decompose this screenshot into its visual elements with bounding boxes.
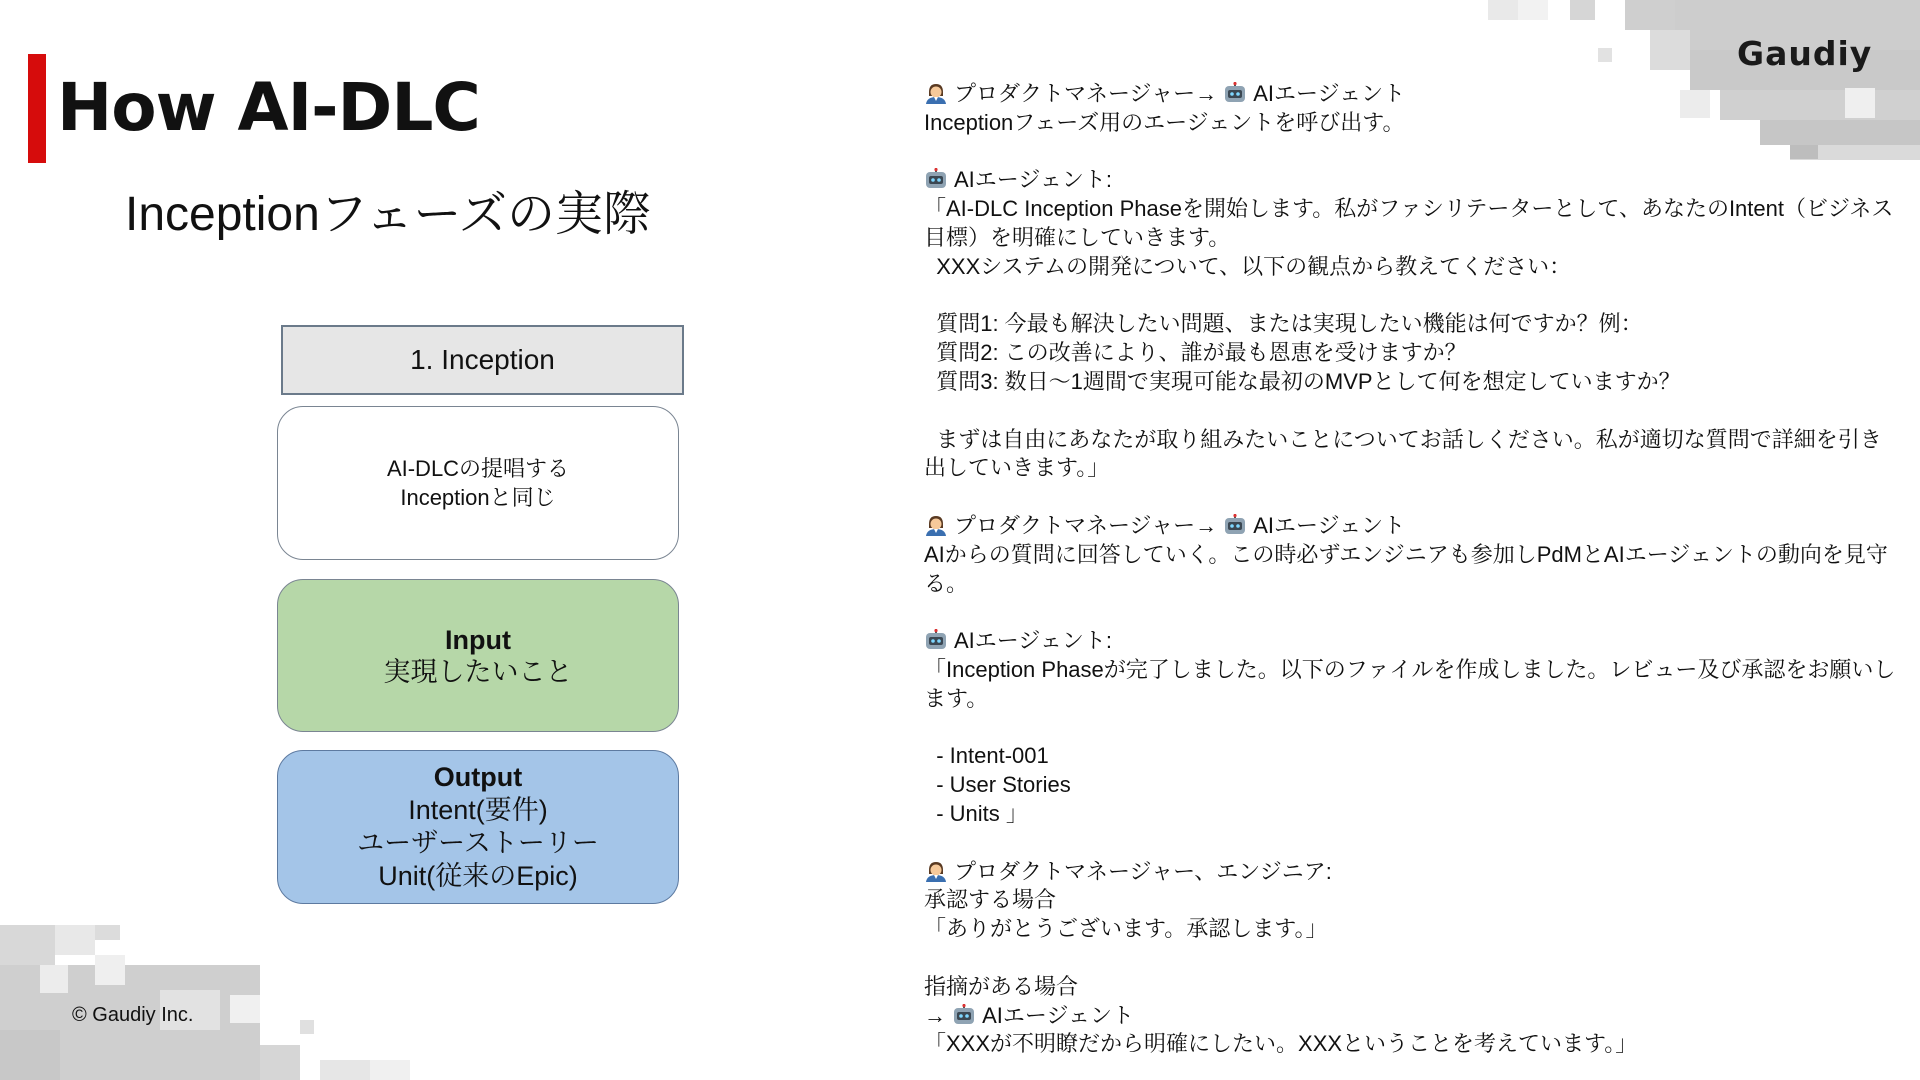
person-icon (924, 860, 948, 882)
title-accent-bar (28, 54, 46, 163)
description-line: Inceptionと同じ (400, 485, 556, 510)
dialog-text: 目標）を明確にしていきます。 (924, 224, 1231, 250)
dialog-line (924, 368, 1899, 397)
slide-title: How AI-DLC (57, 69, 480, 146)
dialog-line (924, 714, 1899, 743)
dialog-line (924, 800, 1899, 829)
output-line: Intent(要件) (408, 795, 548, 825)
dialog-line (924, 195, 1899, 224)
dialog-line (924, 282, 1899, 311)
input-line: 実現したいこと (383, 656, 573, 687)
copyright-notice: © Gaudiy Inc. (72, 1004, 194, 1026)
dialog-line (924, 166, 1899, 195)
person-icon (924, 82, 948, 104)
dialog-text: AIからの質問に回答していく。この時必ずエンジニアも参加しPdMとAIエージェントの動向を見守 (924, 541, 1888, 567)
robot-icon (1223, 514, 1247, 536)
dialog-line (924, 224, 1899, 253)
dialog-line (924, 426, 1899, 455)
output-title: Output (433, 762, 523, 792)
dialog-line (924, 771, 1899, 800)
dialog-text: ます。 (924, 685, 989, 711)
dialog-text: 出していきます。」 (924, 455, 1110, 481)
slide-subtitle: Inceptionフェーズの実際 (125, 188, 652, 241)
dialog-line (924, 685, 1899, 714)
dialog-line (924, 944, 1899, 973)
output-line: ユーザーストーリー (357, 828, 599, 858)
robot-icon (952, 1004, 976, 1026)
dialog-line (924, 253, 1899, 282)
dialog-line (924, 858, 1899, 887)
dialog-line (924, 397, 1899, 426)
dialog-text: AIエージェント: (954, 167, 1113, 193)
dialog-text: 承認する場合 (924, 887, 1057, 913)
dialog-line (924, 627, 1899, 656)
dialog-text: る。 (924, 570, 969, 596)
dialog-text: XXXシステムの開発について、以下の観点から教えてください： (924, 253, 1572, 279)
dialog-line (924, 512, 1899, 541)
dialog-line (924, 973, 1899, 1002)
dialog-text: 「XXXが不明瞭だから明確にしたい。XXXということを考えています。」 (924, 1031, 1638, 1057)
person-icon (924, 514, 948, 536)
dialog-line (924, 310, 1899, 339)
dialog-line (924, 138, 1899, 167)
dialog-text: AIエージェント (982, 1002, 1135, 1028)
phase-label-box (281, 325, 684, 395)
dialog-text: 「AI-DLC Inception Phaseを開始します。私がファシリテーターとして、あなたのIntent（ビジネス (924, 196, 1894, 222)
dialog-line (924, 541, 1899, 570)
dialog-text: 質問3: 数日〜1週間で実現可能な最初のMVPとして何を想定していますか？ (924, 368, 1681, 394)
input-title: Input (445, 624, 511, 655)
dialog-text: 指摘がある場合 (924, 973, 1079, 999)
dialog-text: Inceptionフェーズ用のエージェントを呼び出す。 (924, 109, 1405, 135)
dialog-text: 質問2: この改善により、誰が最も恩恵を受けますか？ (924, 340, 1467, 366)
dialog-text: プロダクトマネージャー→ (954, 81, 1224, 106)
input-box (277, 579, 679, 732)
gaudiy-logo (1737, 34, 1872, 73)
phase-label: 1. Inception (410, 344, 555, 375)
dialog-line (924, 598, 1899, 627)
robot-icon (1223, 82, 1247, 104)
dialog-text: AIエージェント (1253, 81, 1406, 106)
dialog-line (924, 339, 1899, 368)
dialog-text: 質問1: 今最も解決したい問題、または実現したい機能は何ですか？例： (924, 311, 1643, 337)
dialog-text: プロダクトマネージャー、エンジニア: (954, 858, 1332, 884)
description-box (277, 406, 679, 560)
dialog-line (924, 742, 1899, 771)
output-box (277, 750, 679, 904)
output-line: Unit(従来のEpic) (378, 861, 578, 891)
dialog-line (924, 829, 1899, 858)
description-line: AI-DLCの提唱する (386, 456, 570, 481)
dialog-line (924, 886, 1899, 915)
dialog-text: 「Inception Phaseが完了しました。以下のファイルを作成しました。レビュー及び承認をお願いし (924, 656, 1896, 682)
dialog-line (924, 656, 1899, 685)
dialog-line (924, 1030, 1899, 1059)
dialog-line (924, 483, 1899, 512)
dialog-text: プロダクトマネージャー→ (954, 512, 1224, 538)
dialog-text: 「ありがとうございます。承認します。」 (924, 916, 1328, 942)
dialog-text: - Intent-001 (924, 743, 1049, 769)
dialog-line (924, 915, 1899, 944)
dialog-text: - User Stories (924, 772, 1071, 798)
dialog-line (924, 454, 1899, 483)
dialog-text: AIエージェント: (954, 628, 1113, 654)
dialog-text: - Units 」 (924, 800, 1028, 826)
robot-icon (924, 168, 948, 190)
dialog-transcript (924, 80, 1899, 1059)
dialog-line (924, 570, 1899, 599)
robot-icon (924, 629, 948, 651)
dialog-line (924, 80, 1899, 109)
logo-text: Gaudiy (1737, 34, 1873, 73)
dialog-line (924, 1002, 1899, 1031)
dialog-text: まずは自由にあなたが取り組みたいことについてお話しください。私が適切な質問で詳細を引き (924, 426, 1882, 452)
dialog-line (924, 109, 1899, 138)
dialog-text: → (924, 1002, 953, 1028)
dialog-text: AIエージェント (1253, 512, 1406, 538)
